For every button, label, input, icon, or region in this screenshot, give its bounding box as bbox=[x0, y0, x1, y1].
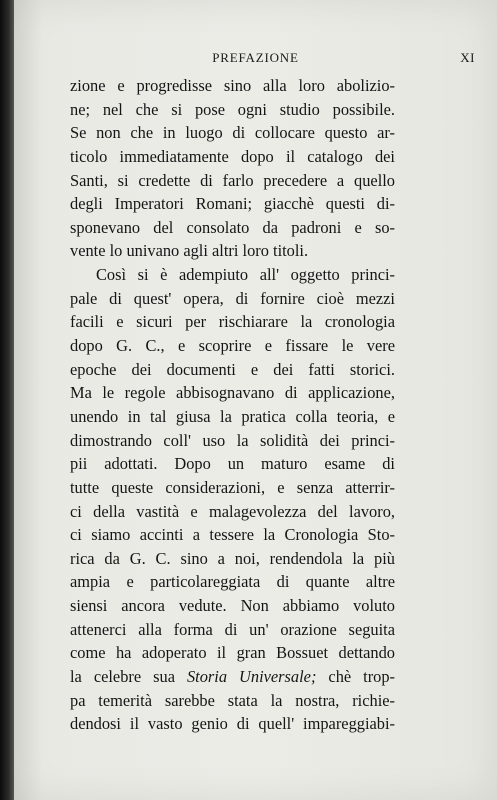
text-line: vente lo univano agli altri loro titoli. bbox=[70, 241, 309, 261]
text-line: dendosi il vasto genio di quell' impareggiabi- bbox=[70, 714, 395, 734]
text-line: ne; nel che si pose ogni studio possibile. bbox=[70, 99, 395, 119]
text-line: ticolo immediatamente dopo il catalogo dei bbox=[70, 146, 395, 166]
text-line: dopo G. C., e scoprire e fissare le vere bbox=[70, 336, 395, 356]
text-line: pa temerità sarebbe stata la nostra, richie- bbox=[70, 690, 395, 710]
text-segment: la celebre sua bbox=[70, 667, 187, 687]
text-line: Ma le regole abbisognavano di applicazione, bbox=[70, 383, 395, 403]
text-line: sponevano del consolato da padroni e so- bbox=[70, 217, 395, 237]
text-line: ci della vastità e malagevolezza del lavoro, bbox=[70, 501, 395, 521]
text-line: ampia e particolareggiata di quante altre bbox=[70, 572, 395, 592]
text-line: attenerci alla forma di un' orazione seguita bbox=[70, 619, 395, 639]
text-line-with-italic bbox=[70, 665, 395, 689]
italic-book-title: Storia Universale; bbox=[186, 667, 317, 687]
body-text bbox=[70, 74, 395, 736]
running-head: PREFAZIONE bbox=[212, 50, 299, 65]
text-line: ci siamo accinti a tessere la Cronologia Sto- bbox=[70, 525, 395, 545]
text-line: tutte queste considerazioni, e senza atterrir- bbox=[70, 477, 395, 497]
text-line: degli Imperatori Romani; giacchè questi di- bbox=[70, 194, 395, 214]
text-line: Santi, si credette di farlo precedere a quello bbox=[70, 170, 395, 190]
page-number: XI bbox=[460, 50, 475, 65]
text-line: pale di quest' opera, di fornire cioè mezzi bbox=[70, 288, 395, 308]
text-line: unendo in tal giusa la pratica colla teoria, e bbox=[70, 406, 395, 426]
text-line: Così si è adempiuto all' oggetto princi- bbox=[96, 265, 395, 285]
text-line: siensi ancora vedute. Non abbiamo voluto bbox=[70, 596, 395, 616]
text-line: Se non che in luogo di collocare questo ar- bbox=[70, 123, 395, 143]
page-header bbox=[14, 50, 497, 70]
text-line: facili e sicuri per rischiarare la cronologia bbox=[70, 312, 395, 332]
text-line: come ha adoperato il gran Bossuet dettando bbox=[70, 643, 395, 663]
text-line: zione e progredisse sino alla loro abolizio- bbox=[70, 76, 395, 95]
text-line: dimostrando coll' uso la solidità dei princi- bbox=[70, 430, 395, 450]
text-line: epoche dei documenti e dei fatti storici. bbox=[70, 359, 395, 379]
text-segment: chè trop- bbox=[316, 667, 396, 687]
text-line: rica da G. C. sino a noi, rendendola la più bbox=[70, 548, 395, 568]
book-gutter-edge bbox=[0, 0, 14, 800]
book-page bbox=[14, 0, 497, 800]
text-line: pii adottati. Dopo un maturo esame di bbox=[70, 454, 395, 474]
